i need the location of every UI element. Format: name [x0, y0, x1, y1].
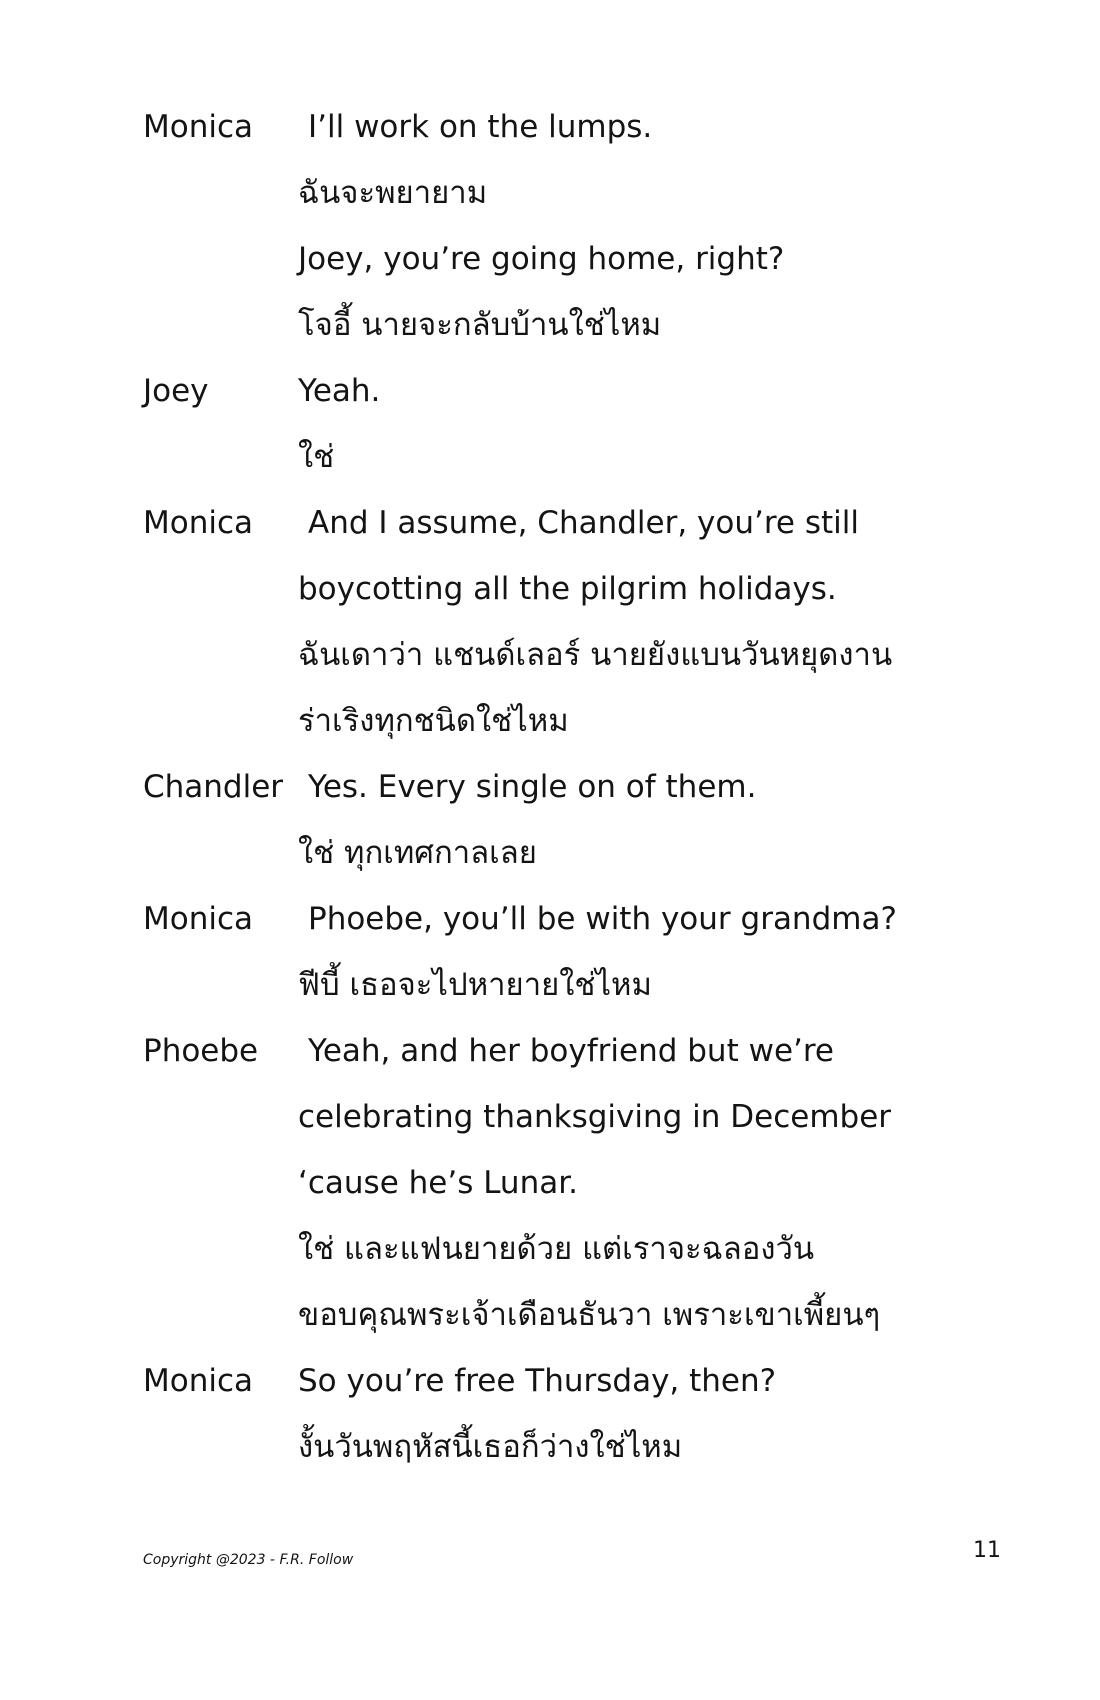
speaker-name [143, 1414, 298, 1480]
dialogue-text: So you’re free Thursday, then? [298, 1363, 777, 1399]
dialogue-line [143, 1414, 1023, 1480]
dialogue-line [143, 1150, 1023, 1216]
speaker-name: Monica [143, 901, 254, 937]
speaker-name [143, 622, 298, 688]
dialogue-text: งั้นวันพฤหัสนี้เธอก็ว่างใช่ไหม [298, 1429, 683, 1465]
dialogue-line [143, 160, 1023, 226]
copyright-footer: Copyright @2023 - F.R. Follow [143, 1552, 354, 1568]
dialogue-text: Yes. Every single on of them. [308, 769, 757, 805]
dialogue-text: ใช่ ทุกเทศกาลเลย [298, 835, 537, 871]
dialogue-text: โจอี้ นายจะกลับบ้านใช่ไหม [298, 307, 662, 343]
speaker-name: Phoebe [143, 1033, 259, 1069]
dialogue-text: ขอบคุณพระเจ้าเดือนธันวา เพราะเขาเพี้ยนๆ [298, 1297, 881, 1333]
dialogue-text: boycotting all the pilgrim holidays. [298, 571, 837, 607]
dialogue-line [143, 1216, 1023, 1282]
dialogue-line [143, 1348, 1023, 1414]
speaker-name [143, 1084, 298, 1150]
speaker-name: Monica [143, 505, 254, 541]
dialogue-line [143, 226, 1023, 292]
dialogue-line [143, 622, 1023, 688]
dialogue-text: Phoebe, you’ll be with your grandma? [308, 901, 897, 937]
dialogue-text: ‘cause he’s Lunar. [298, 1165, 578, 1201]
dialogue-line [143, 556, 1023, 622]
dialogue-text: Joey, you’re going home, right? [298, 241, 785, 277]
dialogue-text: ใช่ และแฟนยายด้วย แต่เราจะฉลองวัน [298, 1231, 815, 1267]
speaker-name [143, 226, 298, 292]
dialogue-text: ฉันเดาว่า แชนด์เลอร์ นายยังแบนวันหยุดงาน [298, 637, 893, 673]
dialogue-line [143, 754, 1023, 820]
speaker-name [143, 556, 298, 622]
speaker-name [143, 1216, 298, 1282]
dialogue-line [143, 358, 1023, 424]
speaker-name: Monica [143, 109, 254, 145]
speaker-name [143, 1282, 298, 1348]
dialogue-line [143, 1282, 1023, 1348]
speaker-name [143, 952, 298, 1018]
speaker-name [143, 160, 298, 226]
dialogue-text: And I assume, Chandler, you’re still [308, 505, 860, 541]
speaker-name [143, 688, 298, 754]
speaker-name [143, 424, 298, 490]
speaker-name [143, 820, 298, 886]
dialogue-line [143, 1018, 1023, 1084]
speaker-name: Chandler [143, 769, 284, 805]
dialogue-text: celebrating thanksgiving in December [298, 1099, 892, 1135]
dialogue-text: ใช่ [298, 439, 335, 475]
dialogue-text: ร่าเริงทุกชนิดใช่ไหม [298, 703, 569, 739]
dialogue-line [143, 94, 1023, 160]
speaker-name [143, 292, 298, 358]
dialogue-line [143, 490, 1023, 556]
script-body [143, 94, 1023, 1480]
dialogue-text: I’ll work on the lumps. [308, 109, 653, 145]
dialogue-line [143, 424, 1023, 490]
dialogue-line [143, 1084, 1023, 1150]
page-number: 11 [973, 1538, 1001, 1563]
speaker-name: Joey [143, 373, 209, 409]
dialogue-text: Yeah, and her boyfriend but we’re [308, 1033, 835, 1069]
dialogue-text: ฟีบี้ เธอจะไปหายายใช่ไหม [298, 967, 652, 1003]
dialogue-line [143, 688, 1023, 754]
dialogue-line [143, 952, 1023, 1018]
dialogue-text: ฉันจะพยายาม [298, 175, 488, 211]
speaker-name [143, 1150, 298, 1216]
speaker-name: Monica [143, 1363, 254, 1399]
dialogue-line [143, 886, 1023, 952]
dialogue-text: Yeah. [298, 373, 381, 409]
dialogue-line [143, 292, 1023, 358]
dialogue-line [143, 820, 1023, 886]
